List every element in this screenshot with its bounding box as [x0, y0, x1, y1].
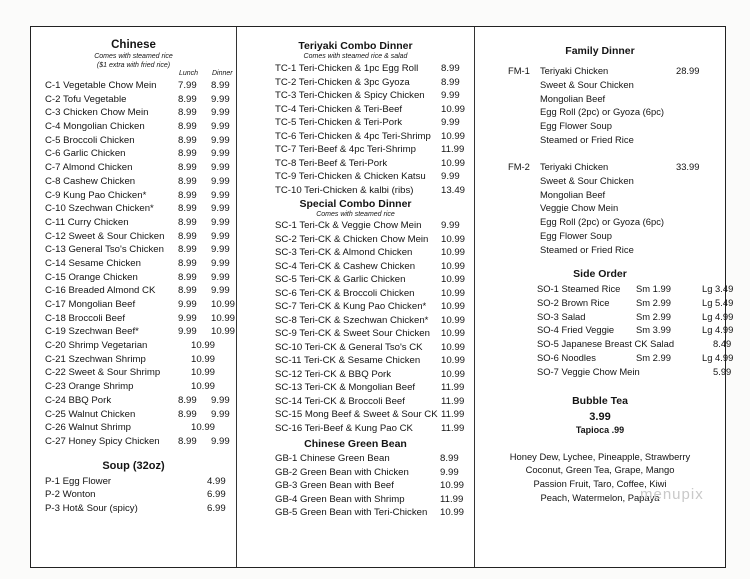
item-price: 10.99: [441, 328, 466, 339]
lunch-price: 9.99: [178, 312, 197, 324]
family-line: Egg Roll (2pc) or Gyoza (6pc): [540, 106, 665, 118]
item-name: SC-11 Teri-CK & Sesame Chicken: [275, 355, 421, 366]
small-price: Sm 2.99: [636, 296, 671, 308]
menu-item: [31, 258, 236, 272]
item-name: SC-2 Teri-CK & Chicken Chow Mein: [275, 233, 429, 245]
menu-item: [31, 176, 236, 190]
dinner-price: 9.99: [211, 134, 230, 146]
greenbean-item: [237, 494, 474, 508]
lunch-price: 8.99: [178, 394, 197, 406]
special-item: [237, 234, 474, 248]
item-name: SO-4 Fried Veggie: [537, 324, 615, 336]
item-price: 8.99: [441, 76, 460, 88]
item-name: C-24 BBQ Pork: [45, 394, 112, 406]
side-item: [475, 296, 734, 311]
menu-item: [31, 217, 236, 231]
fm2-code: FM-2: [508, 161, 530, 172]
item-price: 10.99: [441, 247, 466, 258]
menu-item: [31, 340, 236, 354]
family-line: Veggie Chow Mein: [540, 202, 619, 214]
large-price: 5.99: [713, 365, 732, 377]
special-item: [237, 396, 474, 410]
item-name: C-7 Almond Chicken: [45, 162, 133, 174]
greenbean-item: [237, 507, 474, 521]
special-item: [237, 342, 474, 356]
family-line: Teriyaki Chicken: [540, 161, 609, 172]
fm1-price: 28.99: [676, 65, 700, 76]
lunch-price: 8.99: [178, 93, 197, 105]
item-price: 10.99: [191, 367, 216, 379]
lunch-price: 9.99: [178, 299, 197, 310]
teriyaki-note: Comes with steamed rice & salad: [303, 53, 408, 60]
item-name: C-13 General Tso's Chicken: [45, 244, 164, 256]
greenbean-list: [237, 453, 474, 521]
item-price: 8.99: [440, 453, 459, 464]
special-item: [237, 355, 474, 369]
item-price: 11.99: [441, 382, 465, 393]
item-name: C-6 Garlic Chicken: [45, 148, 126, 160]
item-price: 10.99: [441, 341, 466, 353]
item-name: C-9 Kung Pao Chicken*: [45, 189, 147, 201]
flavor-line: Honey Dew, Lychee, Pineapple, Strawberry: [509, 450, 691, 462]
item-name: C-27 Honey Spicy Chicken: [45, 435, 160, 447]
family-line: Mongolian Beef: [540, 188, 606, 200]
special-item: [237, 261, 474, 275]
item-name: SC-5 Teri-CK & Garlic Chicken: [275, 274, 406, 285]
item-name: GB-5 Green Bean with Teri-Chicken: [275, 507, 428, 518]
dinner-price: 10.99: [211, 299, 236, 310]
family-line: Teriyaki Chicken: [540, 65, 609, 76]
soup-list: [31, 476, 236, 517]
special-item: [237, 369, 474, 383]
item-name: C-21 Szechwan Shrimp: [45, 353, 146, 365]
item-price: 10.99: [441, 103, 466, 115]
special-item: [237, 247, 474, 261]
dinner-price: 9.99: [211, 285, 230, 297]
teriyaki-item: [237, 104, 474, 118]
dinner-price: 9.99: [211, 244, 230, 256]
item-name: GB-3 Green Bean with Beef: [275, 480, 394, 491]
item-price: 10.99: [440, 480, 465, 491]
chinese-note: Comes with steamed rice: [94, 53, 173, 60]
item-price: 10.99: [441, 130, 466, 142]
greenbean-title: Chinese Green Bean: [304, 438, 407, 450]
dinner-price: 9.99: [211, 148, 230, 160]
large-price: Lg 3.49: [702, 283, 734, 294]
item-name: SO-2 Brown Rice: [537, 296, 610, 308]
item-name: C-8 Cashew Chicken: [45, 175, 136, 187]
teriyaki-item: [237, 63, 474, 77]
menu-item: [31, 121, 236, 135]
watermark: menupix: [640, 486, 704, 503]
large-price: 8.49: [713, 338, 732, 350]
dinner-price: 9.99: [211, 408, 230, 420]
lunch-price: 9.99: [178, 326, 197, 338]
menu-item: [31, 203, 236, 217]
item-name: SC-14 Teri-CK & Broccoli Beef: [275, 395, 405, 407]
item-name: TC-9 Teri-Chicken & Chicken Katsu: [275, 171, 426, 182]
item-name: SC-7 Teri-CK & Kung Pao Chicken*: [275, 301, 427, 312]
soup-item: [31, 476, 236, 490]
item-price: 6.99: [207, 502, 226, 514]
item-name: SC-8 Teri-CK & Szechwan Chicken*: [275, 314, 429, 326]
item-price: 10.99: [441, 157, 466, 169]
item-price: 9.99: [441, 220, 460, 231]
item-name: P-2 Wonton: [45, 489, 96, 501]
dinner-price: 9.99: [211, 216, 230, 228]
special-list: [237, 220, 474, 436]
item-price: 10.99: [441, 274, 466, 285]
item-name: SO-1 Steamed Rice: [537, 283, 621, 294]
item-name: SC-3 Teri-CK & Almond Chicken: [275, 247, 413, 258]
dinner-price: 9.99: [211, 394, 230, 406]
item-name: SC-15 Mong Beef & Sweet & Sour CK: [275, 409, 438, 420]
dinner-price: 9.99: [211, 435, 230, 447]
menu-item: [31, 381, 236, 395]
item-name: GB-4 Green Bean with Shrimp: [275, 493, 405, 505]
menu-sheet: [30, 26, 734, 568]
lunch-price: 8.99: [178, 271, 197, 283]
item-price: 13.49: [441, 184, 466, 196]
chinese-list: [31, 80, 236, 450]
item-price: 11.99: [440, 493, 464, 505]
item-price: 10.99: [191, 422, 216, 434]
menu-item: [31, 107, 236, 121]
item-name: C-26 Walnut Shrimp: [45, 422, 132, 434]
bubble-title: Bubble Tea: [572, 394, 628, 407]
teriyaki-title: Teriyaki Combo Dinner: [298, 40, 413, 52]
item-price: 9.99: [441, 90, 460, 101]
item-price: 9.99: [441, 117, 460, 128]
side-item: [475, 283, 734, 297]
side-item: [475, 338, 732, 352]
special-item: [237, 288, 474, 302]
lunch-price: 8.99: [178, 148, 197, 160]
item-price: 4.99: [207, 475, 226, 487]
menu-item: [31, 422, 236, 436]
dinner-price: 9.99: [211, 257, 230, 269]
item-price: 9.99: [440, 466, 459, 478]
dinner-price: 9.99: [211, 121, 230, 133]
side-item: [475, 324, 734, 338]
dinner-price: 9.99: [211, 271, 230, 283]
item-price: 10.99: [440, 507, 465, 518]
teriyaki-item: [237, 144, 474, 158]
item-name: SO-3 Salad: [537, 310, 586, 322]
menu-item: [31, 367, 236, 381]
item-price: 10.99: [441, 233, 466, 245]
menu-item: [31, 244, 236, 258]
item-price: 10.99: [441, 314, 466, 326]
dinner-price: 9.99: [211, 189, 230, 201]
special-title: Special Combo Dinner: [299, 198, 412, 210]
family-line: Sweet & Sour Chicken: [540, 174, 634, 186]
soup-item: [31, 489, 236, 503]
menu-item: [31, 148, 236, 162]
lunch-price: 8.99: [178, 107, 197, 119]
dinner-price: 10.99: [211, 326, 236, 338]
lunch-price: 8.99: [178, 257, 197, 269]
price-header: [31, 70, 236, 80]
fm1-block: [475, 65, 725, 148]
small-price: Sm 2.99: [636, 351, 671, 363]
lunch-price: 8.99: [178, 435, 197, 447]
item-price: 8.99: [441, 63, 460, 74]
lunch-price: 8.99: [178, 216, 197, 228]
special-item: [237, 409, 474, 423]
side-item: [475, 310, 734, 325]
item-name: C-16 Breaded Almond CK: [45, 285, 156, 297]
greenbean-item: [237, 467, 474, 481]
item-price: 10.99: [441, 260, 466, 272]
lunch-price: 8.99: [178, 408, 197, 420]
item-price: 10.99: [441, 301, 466, 312]
item-name: P-1 Egg Flower: [45, 475, 112, 487]
item-name: SC-16 Teri-Beef & Kung Pao CK: [275, 422, 413, 434]
menu-item: [31, 285, 236, 299]
item-name: TC-2 Teri-Chicken & 3pc Gyoza: [275, 76, 410, 88]
menu-item: [31, 80, 236, 94]
item-name: C-17 Mongolian Beef: [45, 299, 136, 310]
item-name: TC-8 Teri-Beef & Teri-Pork: [275, 157, 388, 169]
fm2-block: [475, 161, 725, 258]
item-name: SO-5 Japanese Breast CK Salad: [537, 338, 675, 350]
item-name: SC-9 Teri-CK & Sweet Sour Chicken: [275, 328, 430, 339]
item-name: TC-5 Teri-Chicken & Teri-Pork: [275, 117, 403, 128]
greenbean-item: [237, 480, 474, 494]
special-item: [237, 382, 474, 396]
teriyaki-item: [237, 117, 474, 131]
item-name: GB-2 Green Bean with Chicken: [275, 466, 409, 478]
special-item: [237, 274, 474, 288]
lunch-price: 8.99: [178, 189, 197, 201]
side-item: [475, 351, 734, 366]
item-name: TC-7 Teri-Beef & 4pc Teri-Shrimp: [275, 144, 416, 155]
item-name: C-25 Walnut Chicken: [45, 408, 136, 420]
special-item: [237, 423, 474, 437]
item-price: 11.99: [441, 395, 465, 407]
combo-column: [237, 27, 475, 567]
bubble-price: 3.99: [589, 410, 611, 423]
item-price: 10.99: [191, 381, 216, 393]
item-name: C-3 Chicken Chow Mein: [45, 107, 149, 119]
item-name: C-1 Vegetable Chow Mein: [45, 80, 157, 91]
menu-item: [31, 326, 236, 340]
item-name: SC-10 Teri-CK & General Tso's CK: [275, 341, 423, 353]
item-name: P-3 Hot& Sour (spicy): [45, 502, 138, 514]
teriyaki-item: [237, 185, 474, 199]
lunch-price: 8.99: [178, 134, 197, 146]
side-list: [475, 283, 734, 380]
item-name: TC-6 Teri-Chicken & 4pc Teri-Shrimp: [275, 130, 431, 142]
soup-title: Soup (32oz): [102, 459, 165, 472]
item-name: C-23 Orange Shrimp: [45, 381, 134, 393]
item-price: 10.99: [441, 355, 466, 366]
soup-item: [31, 503, 236, 517]
teriyaki-list: [237, 63, 474, 198]
item-name: SC-13 Teri-CK & Mongolian Beef: [275, 382, 416, 393]
chinese-note-extra: ($1 extra with fried rice): [96, 62, 171, 69]
fm2-lines: [540, 161, 664, 258]
dinner-price: 8.99: [211, 80, 230, 91]
lunch-price: 8.99: [178, 175, 197, 187]
dinner-price: 9.99: [211, 162, 230, 174]
item-name: GB-1 Chinese Green Bean: [275, 453, 390, 464]
family-line: Sweet & Sour Chicken: [540, 78, 634, 90]
item-price: 11.99: [441, 409, 465, 420]
fm1-lines: [540, 65, 664, 148]
chinese-title: Chinese: [111, 39, 156, 51]
small-price: Sm 1.99: [636, 283, 671, 294]
item-name: SC-4 Teri-CK & Cashew Chicken: [275, 260, 416, 272]
menu-item: [31, 395, 236, 409]
item-name: SC-1 Teri-Ck & Veggie Chow Mein: [275, 220, 422, 231]
special-item: [237, 220, 474, 234]
chinese-column: [31, 27, 237, 567]
greenbean-item: [237, 453, 474, 467]
lunch-price: 8.99: [178, 230, 197, 242]
item-price: 6.99: [207, 489, 226, 501]
special-note: Comes with steamed rice: [316, 211, 395, 218]
dinner-price: 9.99: [211, 175, 230, 187]
flavor-line: Coconut, Green Tea, Grape, Mango: [525, 464, 675, 476]
item-name: TC-4 Teri-Chicken & Teri-Beef: [275, 103, 403, 115]
item-name: C-19 Szechwan Beef*: [45, 326, 139, 338]
flavor-line: Peach, Watermelon, Papaya: [540, 491, 660, 503]
fm2-price: 33.99: [676, 161, 700, 172]
item-name: C-12 Sweet & Sour Chicken: [45, 230, 165, 242]
item-name: C-22 Sweet & Sour Shrimp: [45, 367, 161, 379]
family-line: Egg Flower Soup: [540, 120, 612, 132]
menu-item: [31, 436, 236, 450]
item-name: C-10 Szechwan Chicken*: [45, 203, 154, 215]
item-price: 10.99: [191, 353, 216, 365]
menu-item: [31, 272, 236, 286]
large-price: Lg 4.99: [702, 324, 734, 336]
dinner-label: Dinner: [212, 70, 233, 77]
dinner-price: 9.99: [211, 107, 230, 119]
fm1-code: FM-1: [508, 65, 530, 76]
item-price: 10.99: [191, 340, 216, 352]
item-name: C-2 Tofu Vegetable: [45, 93, 127, 105]
large-price: Lg 4.99: [702, 310, 734, 322]
special-item: [237, 328, 474, 342]
item-name: TC-3 Teri-Chicken & Spicy Chicken: [275, 90, 425, 101]
item-name: C-15 Orange Chicken: [45, 271, 138, 283]
item-name: SO-6 Noodles: [537, 351, 596, 363]
menu-item: [31, 94, 236, 108]
special-item: [237, 315, 474, 329]
lunch-price: 8.99: [178, 203, 197, 215]
item-price: 11.99: [441, 422, 465, 434]
special-item: [237, 301, 474, 315]
menu-item: [31, 135, 236, 149]
item-name: SC-12 Teri-CK & BBQ Pork: [275, 368, 392, 380]
menu-item: [31, 162, 236, 176]
menu-item: [31, 299, 236, 313]
small-price: Sm 3.99: [636, 324, 671, 336]
item-price: 10.99: [441, 368, 466, 380]
family-title: Family Dinner: [565, 45, 635, 57]
menu-item: [31, 354, 236, 368]
dinner-price: 10.99: [211, 312, 236, 324]
large-price: Lg 5.49: [702, 296, 734, 308]
flavor-line: Passion Fruit, Taro, Coffee, Kiwi: [533, 478, 667, 490]
family-line: Steamed or Fried Rice: [540, 133, 634, 145]
item-price: 9.99: [441, 171, 460, 182]
lunch-price: 8.99: [178, 162, 197, 174]
teriyaki-item: [237, 171, 474, 185]
lunch-price: 7.99: [178, 80, 197, 91]
menu-item: [31, 409, 236, 423]
teriyaki-item: [237, 77, 474, 91]
tapioca-price: Tapioca .99: [575, 424, 625, 435]
dinner-price: 9.99: [211, 203, 230, 215]
item-name: SC-6 Teri-CK & Broccoli Chicken: [275, 287, 415, 299]
dinner-price: 9.99: [211, 230, 230, 242]
large-price: Lg 4.99: [702, 351, 734, 363]
item-name: SO-7 Veggie Chow Mein: [537, 365, 640, 377]
family-line: Egg Flower Soup: [540, 229, 612, 241]
small-price: Sm 2.99: [636, 310, 671, 322]
item-name: TC-1 Teri-Chicken & 1pc Egg Roll: [275, 63, 419, 74]
teriyaki-item: [237, 158, 474, 172]
family-line: Mongolian Beef: [540, 92, 606, 104]
item-name: C-20 Shrimp Vegetarian: [45, 340, 148, 352]
lunch-price: 8.99: [178, 121, 197, 133]
item-name: C-14 Sesame Chicken: [45, 257, 141, 269]
menu-item: [31, 313, 236, 327]
family-line: Steamed or Fried Rice: [540, 243, 634, 255]
teriyaki-item: [237, 90, 474, 104]
side-title: Side Order: [573, 268, 627, 280]
item-name: TC-10 Teri-Chicken & kalbi (ribs): [275, 184, 414, 196]
teriyaki-item: [237, 131, 474, 145]
lunch-price: 8.99: [178, 285, 197, 297]
item-name: C-11 Curry Chicken: [45, 216, 129, 228]
side-item: [475, 365, 732, 380]
lunch-price: 8.99: [178, 244, 197, 256]
menu-item: [31, 190, 236, 204]
item-name: C-5 Broccoli Chicken: [45, 134, 135, 146]
item-name: C-18 Broccoli Beef: [45, 312, 125, 324]
dinner-price: 9.99: [211, 93, 230, 105]
lunch-label: Lunch: [179, 70, 199, 77]
item-price: 10.99: [441, 287, 466, 299]
item-price: 11.99: [441, 144, 465, 155]
menu-item: [31, 231, 236, 245]
item-name: C-4 Mongolian Chicken: [45, 121, 145, 133]
family-line: Egg Roll (2pc) or Gyoza (6pc): [540, 216, 665, 228]
